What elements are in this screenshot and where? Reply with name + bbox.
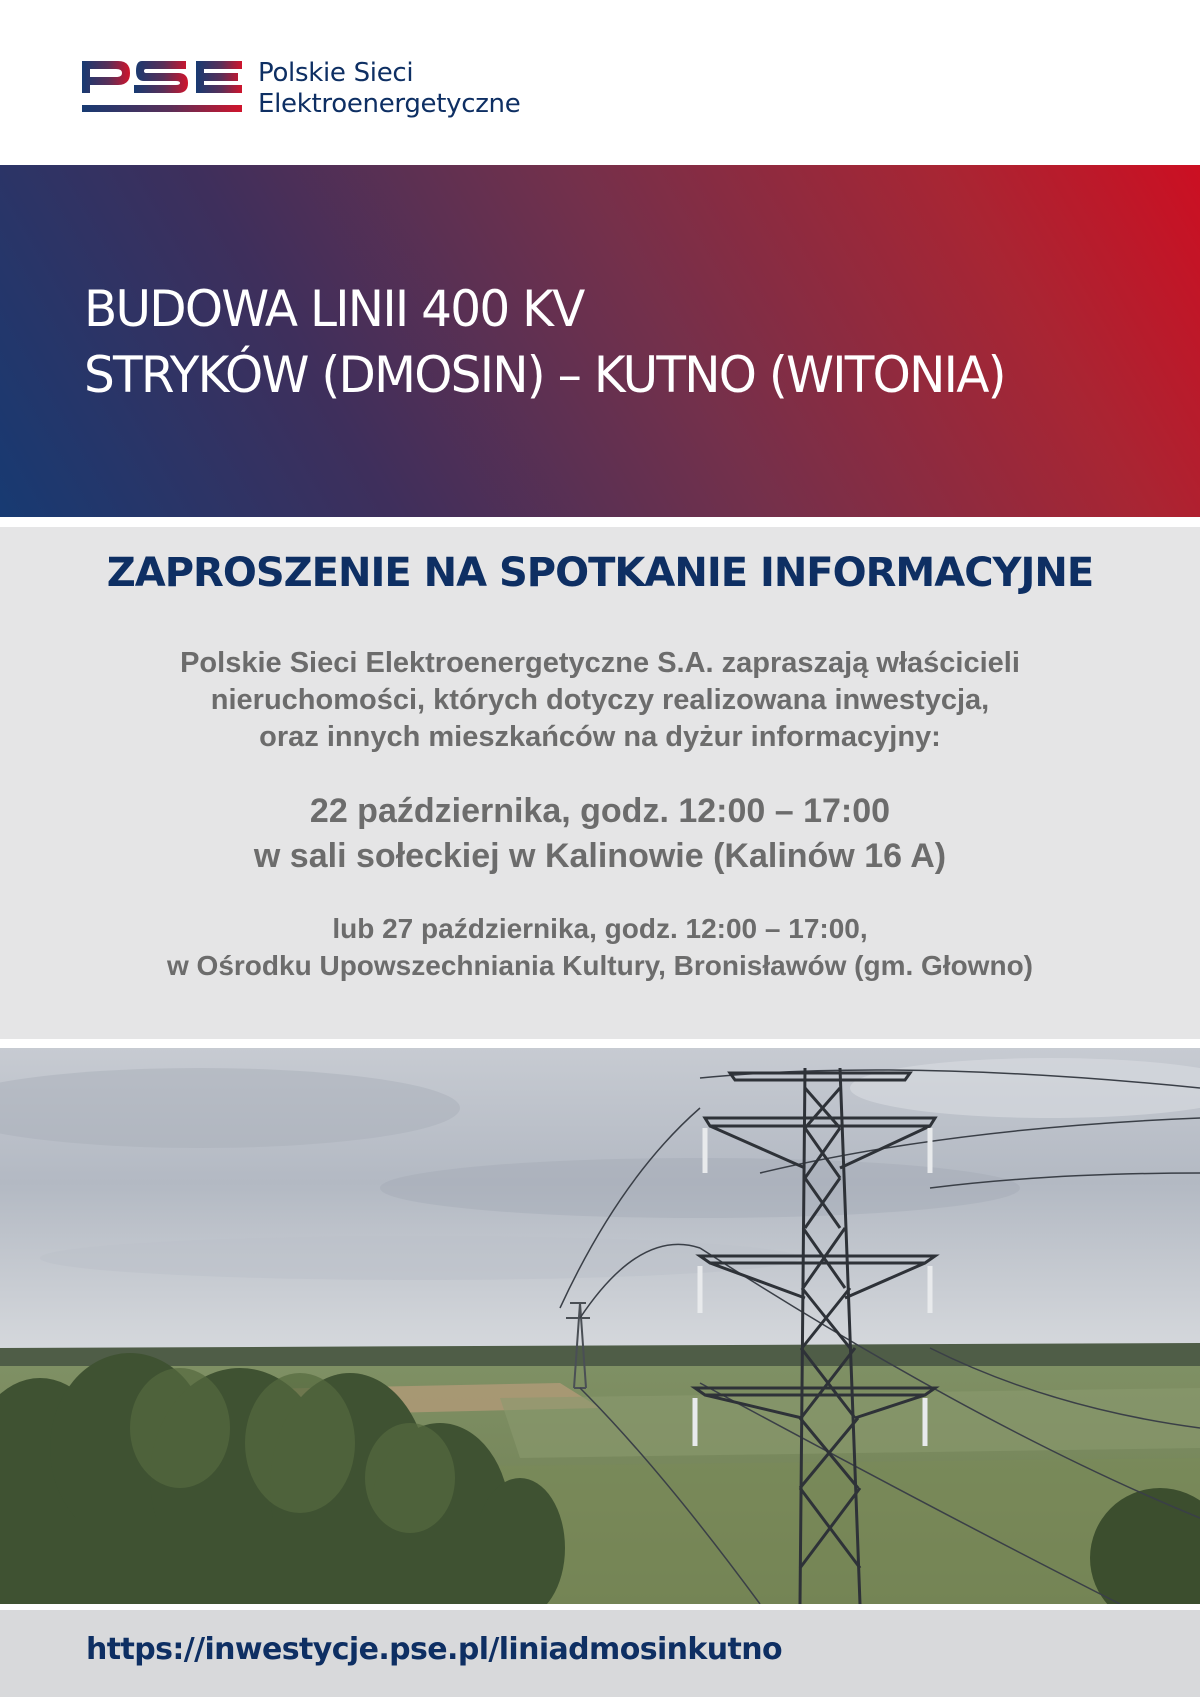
logo-line-1: Polskie Sieci xyxy=(258,58,414,88)
meeting-2 xyxy=(0,910,1200,984)
project-url-link[interactable]: https://inwestycje.pse.pl/liniadmosinkutno xyxy=(86,1632,783,1667)
invitation-panel xyxy=(0,527,1200,1039)
project-title-line-2: STRYKÓW (DMOSIN) – KUTNO (WITONIA) xyxy=(84,346,1005,404)
intro-line-2: nieruchomości, których dotyczy realizowana inwestycja, xyxy=(210,684,990,716)
page-header xyxy=(0,0,1200,165)
pse-logo-mark xyxy=(82,59,242,119)
meeting-2-date: lub 27 października, godz. 12:00 – 17:00, xyxy=(332,913,868,944)
logo-wordmark xyxy=(258,58,520,120)
title-banner xyxy=(0,165,1200,517)
pylon-landscape-image xyxy=(0,1048,1200,1604)
meeting-1-place: w sali sołeckiej w Kalinowie (Kalinów 16 A) xyxy=(253,837,947,875)
meeting-2-place: w Ośrodku Upowszechniania Kultury, Bronisławów (gm. Głowno) xyxy=(167,950,1033,981)
intro-line-3: oraz innych mieszkańców na dyżur informacyjny: xyxy=(259,721,941,753)
divider xyxy=(0,1039,1200,1048)
logo-line-2: Elektroenergetyczne xyxy=(258,89,521,119)
divider xyxy=(0,517,1200,527)
intro-line-1: Polskie Sieci Elektroenergetyczne S.A. zapraszają właścicieli xyxy=(180,647,1020,679)
invitation-heading: ZAPROSZENIE NA SPOTKANIE INFORMACYJNE xyxy=(106,550,1094,596)
invitation-intro xyxy=(0,645,1200,756)
meeting-1 xyxy=(0,789,1200,879)
pse-logo xyxy=(82,58,520,120)
project-title-line-1: BUDOWA LINII 400 KV xyxy=(84,280,584,338)
project-title xyxy=(84,276,1005,408)
meeting-1-date: 22 października, godz. 12:00 – 17:00 xyxy=(309,792,891,830)
power-line-photo xyxy=(0,1048,1200,1604)
footer-bar xyxy=(0,1610,1200,1697)
